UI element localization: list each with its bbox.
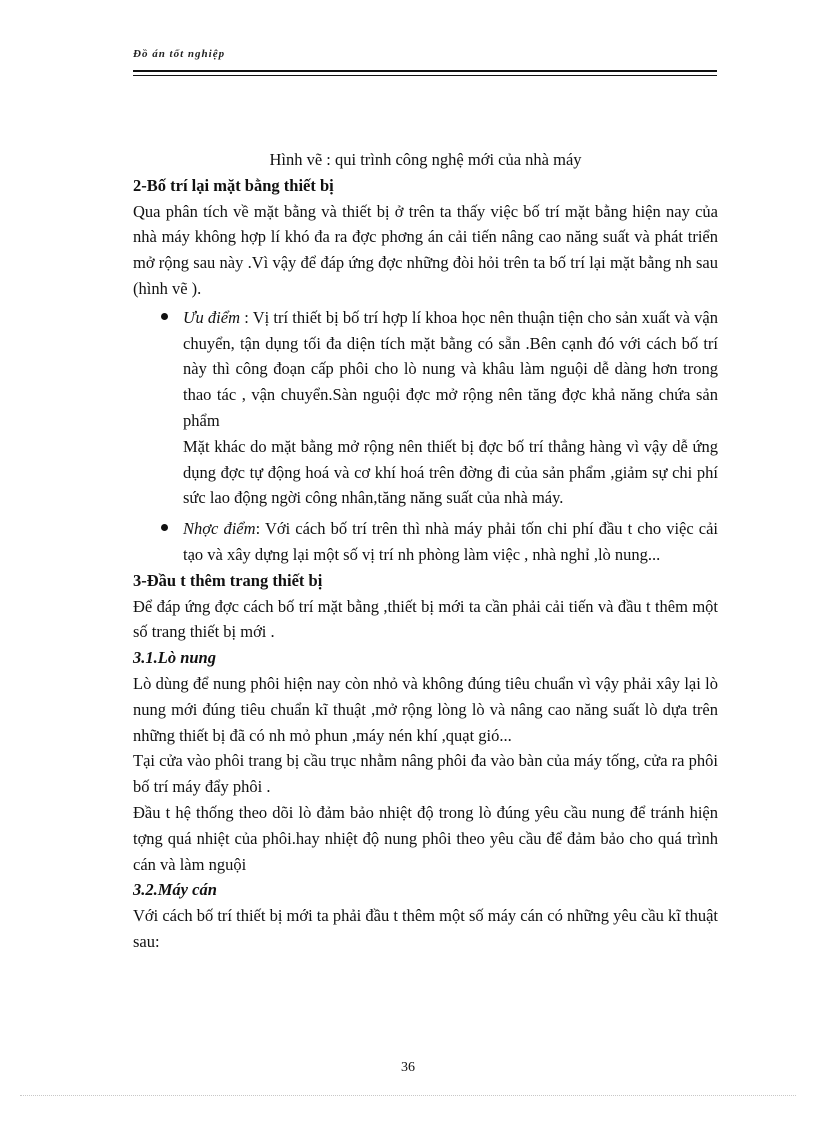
list-item-disadvantages (133, 516, 718, 568)
header-rule-thin (133, 75, 717, 76)
section-heading-2: 2-Bố trí lại mặt bằng thiết bị (133, 175, 334, 195)
advantages-text: : Vị trí thiết bị bố trí hợp lí khoa học nên thuận tiện cho sản xuất và vận chuyển, tận dụng tối đa diện tích mặt bằng có sẵn .Bên cạnh đó với cách bố trí này thì công đoạn cấp phôi cho lò nung và khâu làm nguội dễ dàng hơn trong thao tác , vận chuyển.Sàn nguội đợc mở rộng nên tăng đợc khả năng chứa sản phẩm (183, 307, 718, 430)
figure-caption: Hình vẽ : qui trình công nghệ mới của nhà máy (269, 150, 582, 169)
bullet-icon (161, 313, 168, 320)
section2-intro: Qua phân tích về mặt bằng và thiết bị ở trên ta thấy việc bố trí mặt bằng hiện nay của nhà máy không hợp lí khó đa ra đợc phơng án cải tiến nâng cao năng suất và phát triển mở rộng sau này .Vì vậy để đáp ứng đợc những đòi hỏi trên ta bố trí lại mặt bằng nh sau (hình vẽ ). (133, 201, 718, 298)
furnace-paragraph-2: Tại cửa vào phôi trang bị cầu trục nhằm nâng phôi đa vào bàn của máy tống, cửa ra phôi bố trí máy đẩy phôi . (133, 751, 718, 797)
disadvantages-text: : Với cách bố trí trên thì nhà máy phải tốn chi phí đầu t cho việc cải tạo và xây dựng lại một số vị trí nh phòng làm việc , nhà nghỉ ,lò nung... (183, 519, 719, 564)
subsection-heading-3-2: 3.2.Máy cán (133, 880, 217, 900)
furnace-paragraph-1: Lò dùng để nung phôi hiện nay còn nhỏ và không đúng tiêu chuẩn vì vậy phải xây lại lò nung mới đúng tiêu chuẩn kĩ thuật ,mở rộng lòng lò và nâng cao năng suất lò dựa trên những thiết bị đã có nh mỏ phun ,máy nén khí ,quạt gió... (133, 673, 718, 745)
header-rule-thick (133, 70, 717, 72)
section-heading-3: 3-Đầu t thêm trang thiết bị (133, 570, 323, 590)
bullet-icon (161, 524, 168, 531)
advantages-text-2: Mặt khác do mặt bằng mở rộng nên thiết bị đợc bố trí thẳng hàng vì vậy dễ ứng dụng đợc tự động hoá và cơ khí hoá trên đờng đi của sản phẩm ,giảm sự chi phí sức lao động ngời công nhân,tăng năng suất của nhà máy. (183, 436, 718, 508)
list-item-advantages (133, 305, 718, 511)
furnace-paragraph-3: Đầu t hệ thống theo dõi lò đảm bảo nhiệt độ trong lò đúng yêu cầu nung để tránh hiện tợng quá nhiệt của phôi.hay nhiệt độ nung phôi theo yêu cầu để đảm bảo cho quá trình cán và làm nguội (133, 802, 718, 874)
page-number: 36 (401, 1060, 415, 1075)
page-body (133, 147, 718, 955)
rolling-mill-paragraph-1: Với cách bố trí thiết bị mới ta phải đầu t thêm một số máy cán có những yêu cầu kĩ thuật sau: (133, 906, 718, 951)
section3-intro: Để đáp ứng đợc cách bố trí mặt bằng ,thiết bị mới ta cần phải cải tiến và đầu t thêm một số trang thiết bị mới . (133, 596, 718, 642)
pros-cons-list (133, 305, 718, 568)
disadvantages-label: Nhợc điểm (183, 519, 256, 539)
running-header: Đồ án tốt nghiệp (133, 48, 226, 60)
page-bottom-border (20, 1095, 796, 1096)
advantages-label: Ưu điểm (183, 307, 240, 327)
subsection-heading-3-1: 3.1.Lò nung (133, 648, 216, 668)
